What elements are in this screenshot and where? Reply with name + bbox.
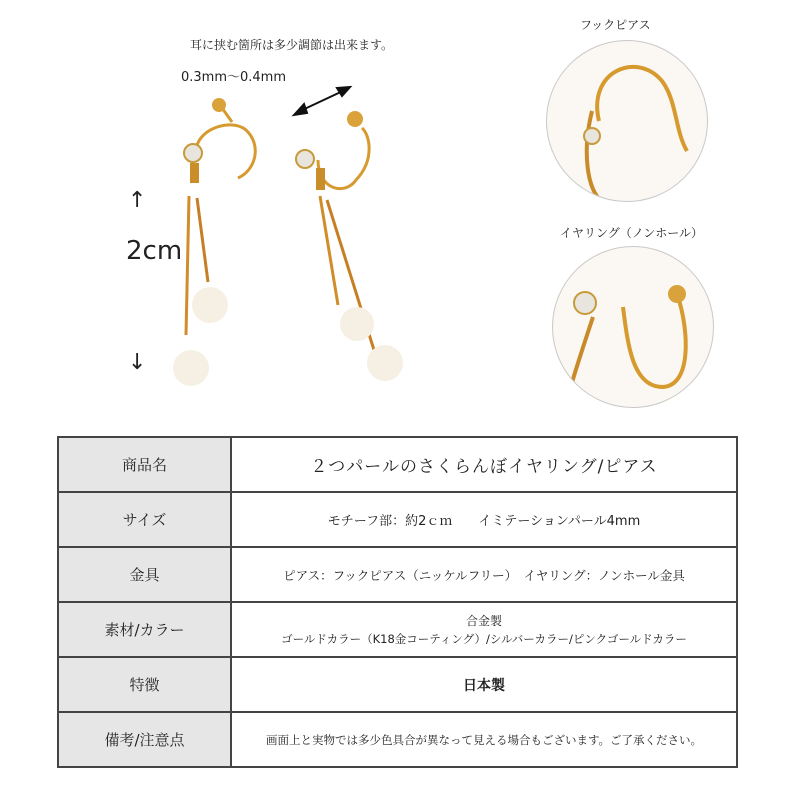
row-label-product-name: 商品名: [58, 437, 231, 492]
hook-earring-closeup: [547, 41, 707, 201]
earring-photo: [0, 0, 540, 430]
row-value-product-name: ２つパールのさくらんぼイヤリング/ピアス: [231, 437, 737, 492]
table-row: [58, 547, 737, 602]
arrow-up-icon: ↑: [128, 188, 147, 213]
row-label-remarks: 備考/注意点: [58, 712, 231, 767]
table-row: [58, 657, 737, 712]
adjust-note: 耳に挟む箇所は多少調節は出来ます。: [190, 38, 394, 52]
left-earring: [173, 98, 255, 386]
row-value-features: 日本製: [231, 657, 737, 712]
color-options-text: ゴールドカラー（K18金コーティング）/シルバーカラー/ピンクゴールドカラー: [281, 631, 687, 646]
clip-circle: [552, 246, 714, 408]
row-label-fittings: 金具: [58, 547, 231, 602]
clip-title: イヤリング（ノンホール）: [560, 226, 704, 240]
row-value-fittings: ピアス：フックピアス（ニッケルフリー） イヤリング：ノンホール金具: [231, 547, 737, 602]
material-text: 合金製: [465, 613, 502, 628]
row-value-material-color: [231, 602, 737, 657]
row-value-remarks: 画面上と実物では多少色具合が異なって見える場合もございます。ご了承ください。: [231, 712, 737, 767]
row-label-features: 特徴: [58, 657, 231, 712]
spec-table: [57, 436, 738, 768]
table-row: [58, 437, 737, 492]
hook-title: フックピアス: [580, 18, 651, 32]
table-row: [58, 712, 737, 767]
table-row: [58, 492, 737, 547]
row-label-material-color: 素材/カラー: [58, 602, 231, 657]
arrow-down-icon: ↓: [128, 350, 147, 375]
hook-circle: [546, 40, 708, 202]
length-label: 2cm: [126, 236, 183, 266]
double-arrow-icon: [294, 87, 350, 115]
thickness-range: 0.3mm〜0.4mm: [181, 70, 287, 85]
right-earring: [296, 111, 403, 381]
row-label-size: サイズ: [58, 492, 231, 547]
row-value-size: モチーフ部：約2ｃｍ イミテーションパール4mm: [231, 492, 737, 547]
table-row: [58, 602, 737, 657]
clip-earring-closeup: [553, 247, 713, 407]
